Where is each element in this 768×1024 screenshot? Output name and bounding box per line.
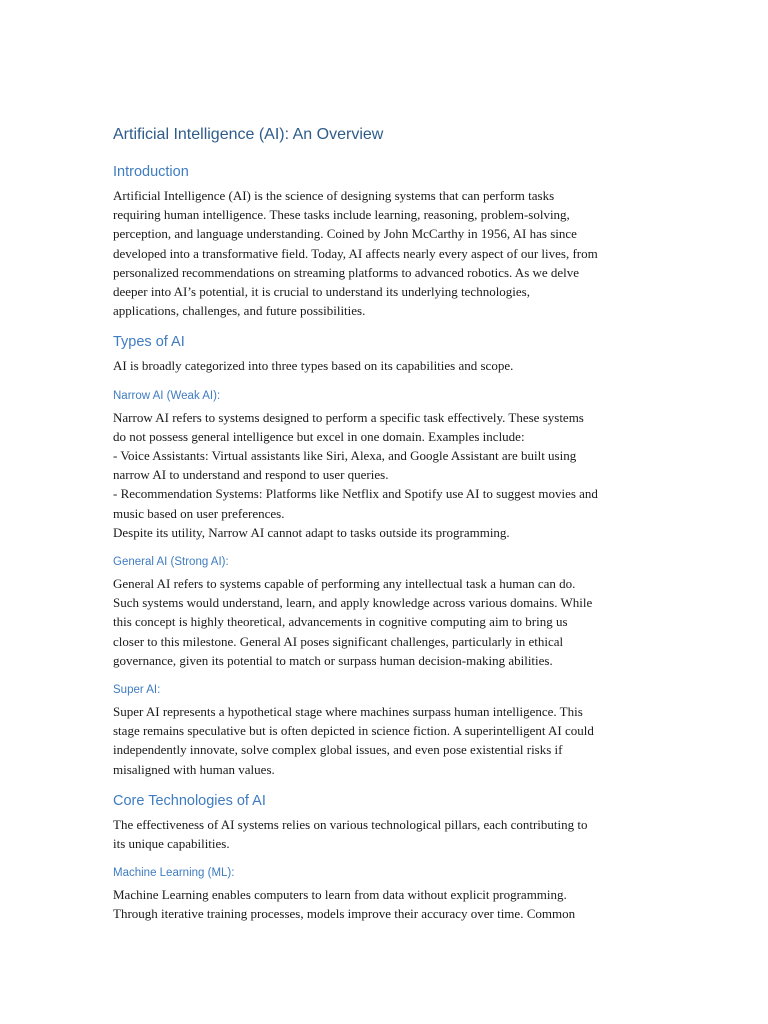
types-paragraph [113,356,661,375]
text-line: Despite its utility, Narrow AI cannot adapt to tasks outside its programming. [113,524,510,540]
text-line: personalized recommendations on streaming platforms to advanced robotics. As we delve [113,264,580,280]
text-line: perception, and language understanding. Coined by John McCarthy in 1956, AI has since [113,226,577,242]
text-line: its unique capabilities. [113,836,230,852]
text-line: Machine Learning enables computers to learn from data without explicit programming. [113,887,567,903]
text-line: stage remains speculative but is often depicted in science fiction. A superintelligent AI could [113,723,594,739]
text-line: - Recommendation Systems: Platforms like Netflix and Spotify use AI to suggest movies and [113,486,598,502]
introduction-paragraph [113,186,661,320]
section-heading-introduction: Introduction [113,164,189,180]
text-line: governance, given its potential to match or surpass human decision-making abilities. [113,652,553,668]
text-line: Super AI represents a hypothetical stage where machines surpass human intelligence. This [113,704,583,720]
text-line: Through iterative training processes, models improve their accuracy over time. Common [113,906,576,922]
general-ai-paragraph [113,574,661,670]
text-line: do not possess general intelligence but excel in one domain. Examples include: [113,428,525,444]
text-line: General AI refers to systems capable of performing any intellectual task a human can do. [113,576,576,592]
text-line: Narrow AI refers to systems designed to perform a specific task effectively. These systems [113,409,584,425]
super-ai-paragraph [113,702,661,779]
subsection-heading-super-ai: Super AI: [113,684,161,697]
text-line: AI is broadly categorized into three types based on its capabilities and scope. [113,358,514,374]
text-line: independently innovate, solve complex global issues, and even pose existential risks if [113,742,563,758]
text-line: applications, challenges, and future possibilities. [113,303,366,319]
core-technologies-paragraph [113,815,661,853]
narrow-ai-paragraph [113,408,661,542]
text-line: misaligned with human values. [113,761,275,777]
text-line: deeper into AI’s potential, it is crucial to understand its underlying technologies, [113,284,530,300]
section-heading-types: Types of AI [113,334,185,351]
text-line: developed into a transformative field. Today, AI affects nearly every aspect of our lives, from [113,245,598,261]
subsection-heading-general-ai: General AI (Strong AI): [113,556,229,569]
text-line: music based on user preferences. [113,505,285,521]
text-line: The effectiveness of AI systems relies on various technological pillars, each contributing to [113,816,588,832]
text-line: narrow AI to understand and respond to user queries. [113,467,389,483]
document-title: Artificial Intelligence (AI): An Overview [113,126,384,143]
subsection-heading-machine-learning: Machine Learning (ML): [113,867,235,880]
text-line: Such systems would understand, learn, and apply knowledge across various domains. While [113,595,593,611]
section-heading-core-technologies: Core Technologies of AI [113,792,266,809]
subsection-heading-narrow-ai: Narrow AI (Weak AI): [113,389,221,402]
text-line: Artificial Intelligence (AI) is the science of designing systems that can perform tasks [113,188,555,203]
text-line: - Voice Assistants: Virtual assistants like Siri, Alexa, and Google Assistant are built using [113,448,577,464]
machine-learning-paragraph [113,885,661,923]
document-page [113,124,661,924]
text-line: requiring human intelligence. These tasks include learning, reasoning, problem-solving, [113,207,570,223]
text-line: this concept is highly theoretical, advancements in cognitive computing aim to bring us [113,614,568,630]
text-line: closer to this milestone. General AI poses significant challenges, particularly in ethical [113,633,564,649]
